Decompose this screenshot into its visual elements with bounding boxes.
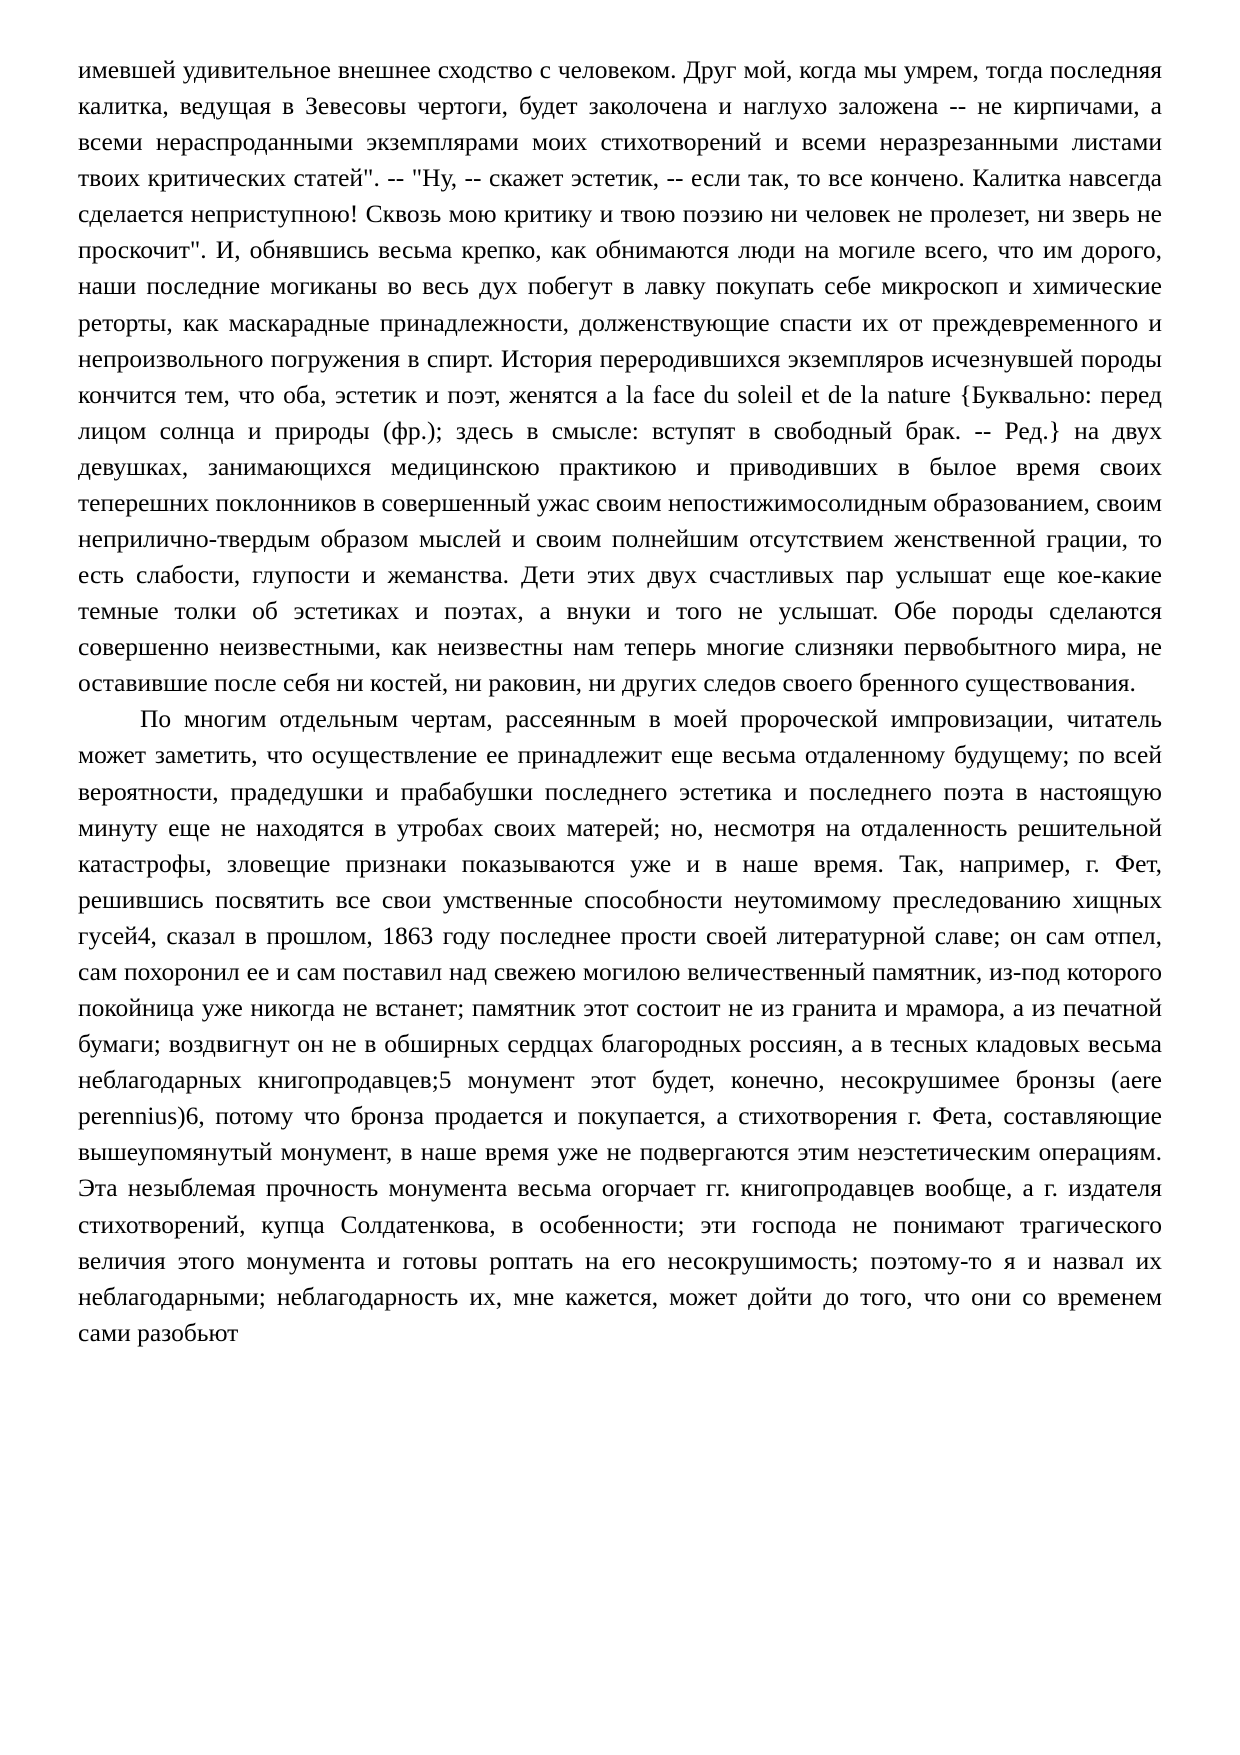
paragraph-prophecy: По многим отдельным чертам, рассеянным в моей пророческой импровизации, читатель может заметить, что осуществление ее принадлежит еще весьма отдаленному будущему; по всей вероятности, прадедушки и прабабушки последнего эстетика и последнего поэта в настоящую минуту еще не находятся в утробах своих матерей; но, несмотря на отдаленность решительной катастрофы, зловещие признаки показываются уже и в наше время. Так, например, г. Фет, решившись посвятить все свои умственные способности неутомимому преследованию хищных гусей4, сказал в прошлом, 1863 году последнее прости своей литературной славе; он сам отпел, сам похоронил ее и сам поставил над свежею могилою величественный памятник, из-под которого покойница уже никогда не встанет; памятник этот состоит не из гранита и мрамора, а из печатной бумаги; воздвигнут он не в обширных сердцах благородных россиян, а в тесных кладовых весьма неблагодарных книгопродавцев;5 монумент этот будет, конечно, несокрушимее бронзы (aere perennius)6, потому что бронза продается и покупается, а стихотворения г. Фета, составляющие вышеупомянутый монумент, в наше время уже не подвергаются этим неэстетическим операциям. Эта незыблемая прочность монумента весьма огорчает гг. книгопродавцев вообще, а г. издателя стихотворений, купца Солдатенкова, в особенности; эти господа не понимают трагического величия этого монумента и готовы роптать на его несокрушимость; поэтому-то я и назвал их неблагодарными; неблагодарность их, мне кажется, может дойти до того, что они со временем сами разобьют [78, 704, 1162, 1347]
paragraph-continued: имевшей удивительное внешнее сходство с человеком. Друг мой, когда мы умрем, тогда последняя калитка, ведущая в Зевесовы чертоги, будет заколочена и наглухо заложена -- не кирпичами, а всеми нераспроданными экземплярами моих стихотворений и всеми неразрезанными листами твоих критических статей". -- "Ну, -- скажет эстетик, -- если так, то все кончено. Калитка навсегда сделается неприступною! Сквозь мою критику и твою поэзию ни человек не пролезет, ни зверь не проскочит". И, обнявшись весьма крепко, как обнимаются люди на могиле всего, что им дорого, наши последние могиканы во весь дух побегут в лавку покупать себе микроскоп и химические реторты, как маскарадные принадлежности, долженствующие спасти их от преждевременного и непроизвольного погружения в спирт. История переродившихся экземпляров исчезнувшей породы кончится тем, что оба, эстетик и поэт, женятся a la face du soleil et de la nature {Буквально: перед лицом солнца и природы (фр.); здесь в смысле: вступят в свободный брак. -- Ред.} на двух девушках, занимающихся медицинскою практикою и приводивших в былое время своих теперешних поклонников в совершенный ужас своим непостижимосолидным образованием, своим неприлично-твердым образом мыслей и своим полнейшим отсутствием женственной грации, то есть слабости, глупости и жеманства. Дети этих двух счастливых пар услышат еще кое-какие темные толки об эстетиках и поэтах, а внуки и того не услышат. Обе породы сделаются совершенно неизвестными, как неизвестны нам теперь многие слизняки первобытного мира, не оставившие после себя ни костей, ни раковин, ни других следов своего бренного существования. [78, 55, 1162, 698]
document-text-body [78, 52, 1162, 1351]
